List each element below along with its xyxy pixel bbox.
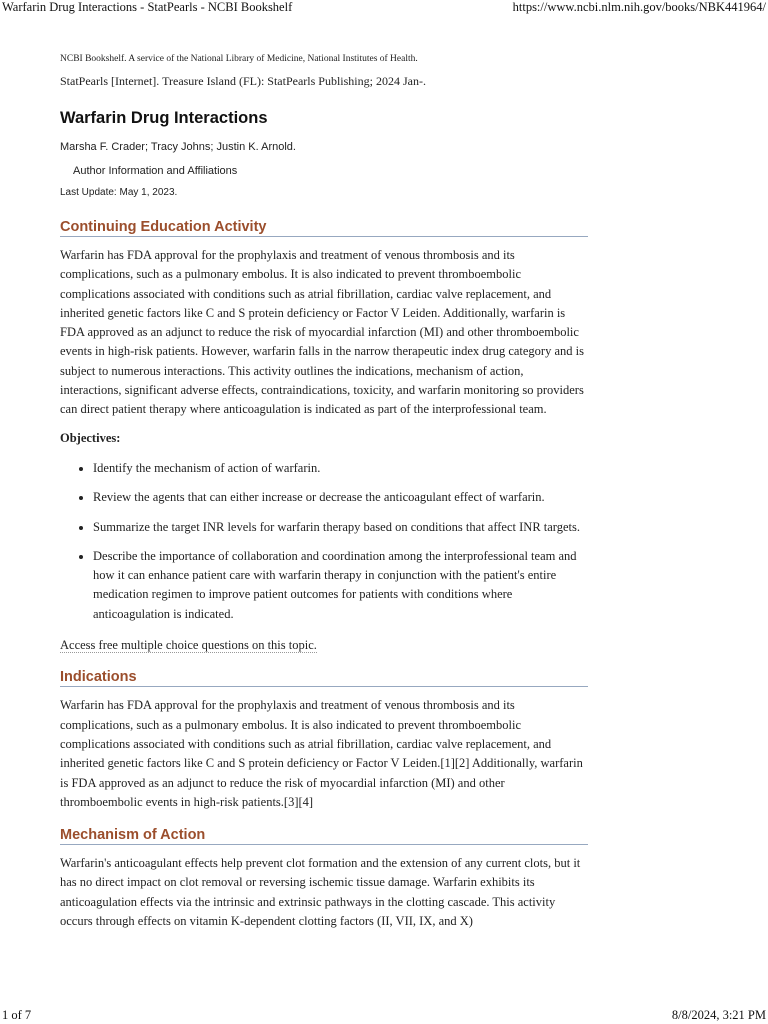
- bookshelf-attribution: NCBI Bookshelf. A service of the National Library of Medicine, National Institutes of Health.: [60, 54, 418, 64]
- publisher-line: StatPearls [Internet]. Treasure Island (FL): StatPearls Publishing; 2024 Jan-.: [60, 74, 426, 88]
- list-item: • Summarize the target INR levels for warfarin therapy based on conditions that affect INR targets.: [93, 518, 588, 537]
- authors: Marsha F. Crader; Tracy Johns; Justin K. Arnold.: [60, 141, 296, 153]
- ce-paragraph: Warfarin has FDA approval for the prophylaxis and treatment of venous thrombosis and its complications, such as a pulmonary embolus. It is also indicated to prevent thromboembolic complications associated with conditions such as atrial fibrillation, cardiac valve replacement, and inherited genetic factors like C and S protein deficiency or Factor V Leiden. Additionally, warfarin is FDA approved as an adjunct to reduce the risk of myocardial infarction (MI) and other thromboembolic events in high-risk patients. However, warfarin falls in the narrow therapeutic index drug category and is subject to numerous interactions. This activity outlines the indications, mechanism of action, interactions, significant adverse effects, contraindications, toxicity, and warfarin monitoring so providers can direct patient therapy where anticoagulation is indicated as part of the interprofessional team.: [60, 248, 584, 417]
- print-header-url[interactable]: https://www.ncbi.nlm.nih.gov/books/NBK441964/: [512, 0, 766, 14]
- objectives-label: Objectives:: [60, 430, 121, 445]
- print-header-title: Warfarin Drug Interactions - StatPearls - NCBI Bookshelf: [2, 0, 293, 14]
- section-heading-continuing-education: Continuing Education Activity: [60, 219, 588, 237]
- list-item: • Describe the importance of collaboration and coordination among the interprofessional team and how it can enhance patient care with warfarin therapy in conjunction with the patient's entire medication regimen to improve patient outcomes for patients with conditions where anticoagulation is indicated.: [93, 547, 588, 624]
- list-item: • Identify the mechanism of action of warfarin.: [93, 459, 588, 478]
- list-item: • Review the agents that can either increase or decrease the anticoagulant effect of warfarin.: [93, 488, 588, 507]
- last-update: Last Update: May 1, 2023.: [60, 187, 178, 198]
- page-title: Warfarin Drug Interactions: [60, 109, 268, 127]
- print-header: [0, 0, 768, 18]
- access-questions-link[interactable]: Access free multiple choice questions on this topic.: [60, 638, 317, 653]
- page-counter: 1 of 7: [2, 1008, 32, 1022]
- print-datetime: 8/8/2024, 3:21 PM: [671, 1008, 766, 1022]
- mechanism-paragraph: Warfarin's anticoagulant effects help prevent clot formation and the extension of any current clots, but it has no direct impact on clot removal or reversing ischemic tissue damage. Warfarin exhibits its anticoagulation effects via the intrinsic and extrinsic pathways in the clotting cascade. This activity occurs through effects on vitamin K-dependent clotting factors (II, VII, IX, and X): [60, 856, 581, 929]
- section-heading-mechanism: Mechanism of Action: [60, 827, 588, 845]
- article-content: [60, 54, 588, 931]
- objectives-list: [60, 459, 588, 624]
- indications-paragraph: Warfarin has FDA approval for the prophylaxis and treatment of venous thrombosis and its complications, such as a pulmonary embolus. It is also indicated to prevent thromboembolic complications associated with conditions such as atrial fibrillation, cardiac valve replacement, and inherited genetic factors like C and S protein deficiency or Factor V Leiden.[1][2] Additionally, warfarin is FDA approved as an adjunct to reduce the risk of myocardial infarction (MI) and other thromboembolic events in high-risk patients.[3][4]: [60, 698, 583, 809]
- section-heading-indications: Indications: [60, 669, 588, 687]
- author-info-link[interactable]: Author Information and Affiliations: [73, 165, 238, 177]
- print-footer: [0, 1004, 768, 1024]
